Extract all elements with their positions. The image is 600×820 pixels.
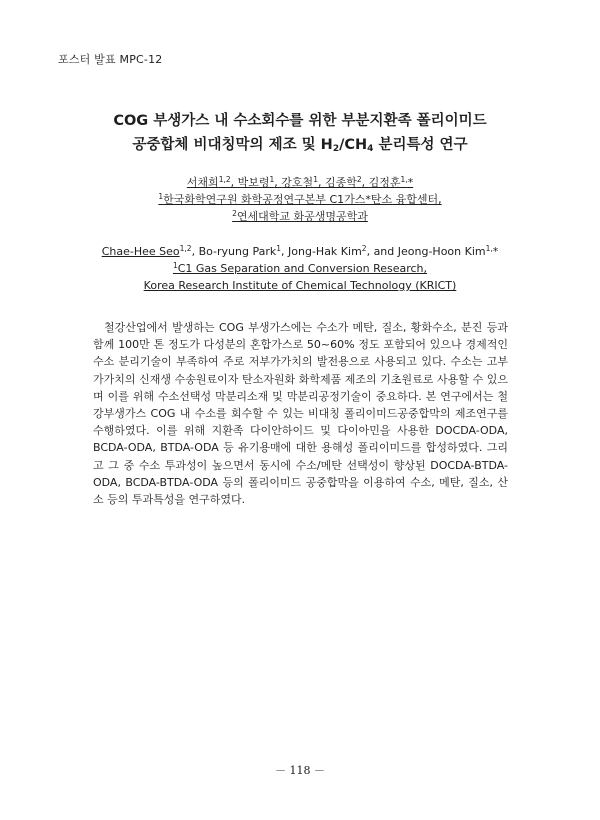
title-line-2: 공중합체 비대칭막의 제조 및 $H_2/CH_4$ 분리특성 연구 (132, 137, 468, 154)
title-line-1: COG 부생가스 내 수소회수를 위한 부분지환족 폴리이미드 (113, 113, 487, 129)
korean-affiliation-1: $^1$한국화학연구원 화학공정연구본부 C1가스*탄소 융합센터, (158, 192, 442, 206)
lead-author-name: Chae-Hee Seo (101, 245, 180, 258)
english-affiliation-line-2: Korea Research Institute of Chemical Technology (KRICT) (143, 279, 457, 292)
paper-title (0, 109, 600, 157)
english-author-list: Chae-Hee Seo$^{1,2}$, Bo-ryung Park$^1$, Jong-Hak Kim$^2$, and Jeong-Hoon Kim$^{1,}$* (101, 244, 499, 258)
korean-author-block (0, 174, 600, 225)
korean-author-list: 서채희$^{1,2}$, 박보령$^1$, 강호철$^1$, 김종학$^2$, 김정훈$^{1,}$* (186, 175, 414, 189)
korean-affiliation-2: $^2$연세대학교 화공생명공학과 (232, 209, 368, 223)
abstract-paragraph: 철강산업에서 발생하는 COG 부생가스에는 수소가 메탄, 질소, 황화수소, 분진 등과 함께 100만 톤 정도가 다성분의 혼합가스로 50~60% 정도 포함되어 있으나 경제적인 수소 분리기술이 부족하여 주로 저부가가치의 발전용으로 사용되고 있다. 수소는 고부가가치의 신재생 수송원료이자 탄소자원화 화학제품 제조의 기초원료로 사용할 수 있으며 이를 위해 수소선택성 막분리소재 및 막분리공정기술이 중요하다. 본 연구에서는 철강부생가스 COG 내 수소를 회수할 수 있는 비대칭 폴리이미드공중합막의 제조연구를 수행하였다. 이를 위해 지환족 다이안하이드 및 다이아민을 사용한 DOCDA-ODA, BCDA-ODA, BTDA-ODA 등 유기용매에 대한 용해성 폴리이미드를 합성하였다. 그리고 그 중 수소 투과성이 높으면서 동시에 수소/메탄 선택성이 향상된 DOCDA-BTDA-ODA, BCDA-BTDA-ODA 등의 폴리이미드 공중합막을 이용하여 수소, 메탄, 질소, 산소 등의 투과특성을 연구하였다. (93, 321, 508, 507)
page-number: － 118 － (275, 764, 325, 777)
english-affiliation-line-1: $^1$C1 Gas Separation and Conversion Research, (172, 261, 428, 275)
abstract (93, 319, 508, 508)
english-author-block (0, 243, 600, 294)
session-tag: 포스터 발표 MPC-12 (58, 53, 163, 66)
